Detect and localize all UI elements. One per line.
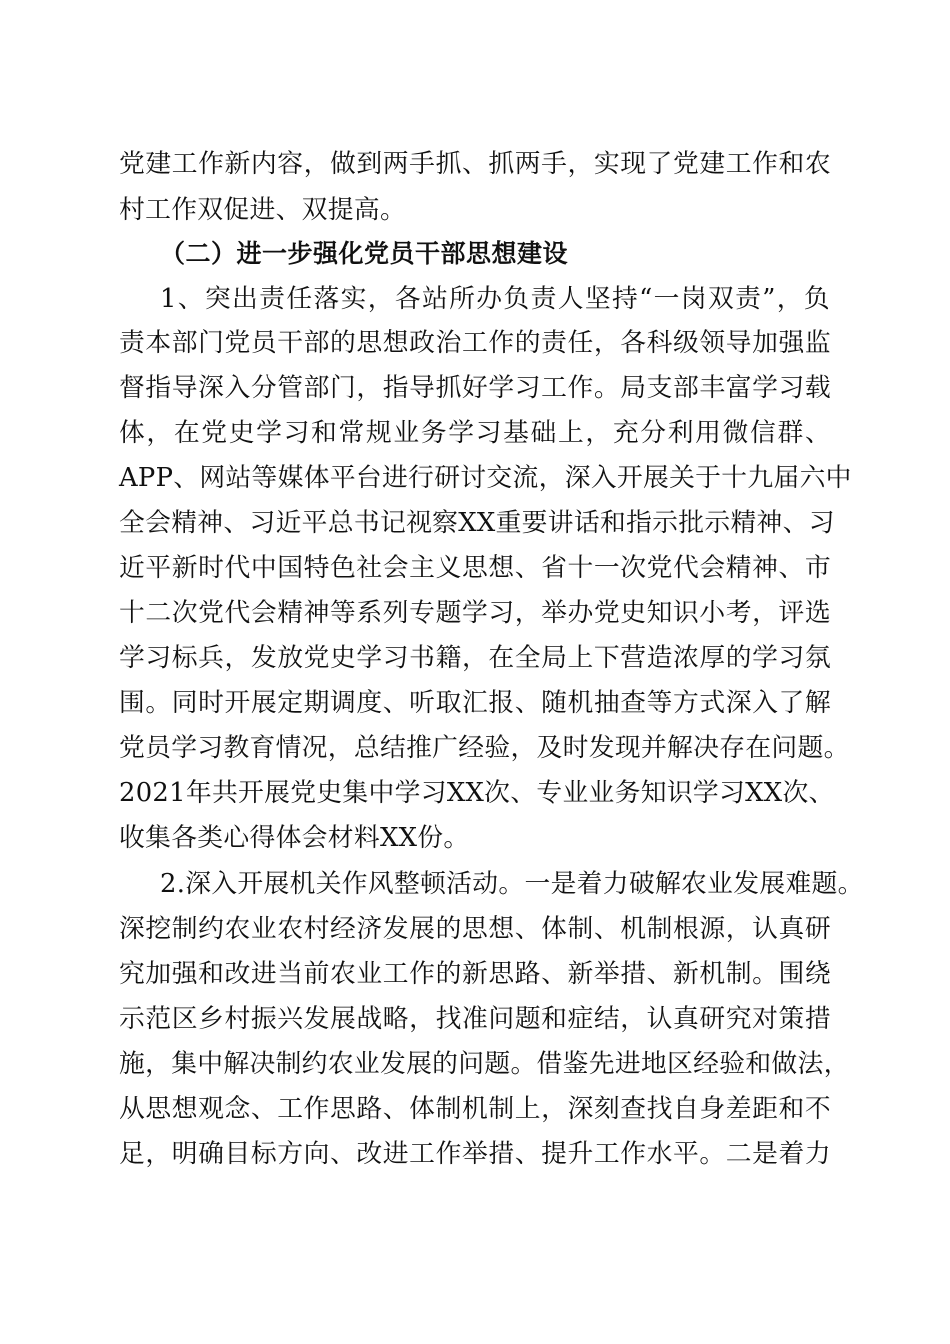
text-line: 十二次党代会精神等系列专题学习，举办党史知识小考，评选 bbox=[119, 598, 831, 628]
text-line: 围。同时开展定期调度、听取汇报、随机抽查等方式深入了解 bbox=[119, 688, 831, 718]
text-line: 责本部门党员干部的思想政治工作的责任，各科级领导加强监 bbox=[119, 328, 831, 358]
text-line: 示范区乡村振兴发展战略，找准问题和症结，认真研究对策措 bbox=[119, 1004, 831, 1034]
text-line: 体，在党史学习和常规业务学习基础上，充分利用微信群、 bbox=[119, 418, 831, 448]
text-line: 党建工作新内容，做到两手抓、抓两手，实现了党建工作和农 bbox=[119, 149, 831, 179]
section-heading: （二）进一步强化党员干部思想建设 bbox=[160, 239, 569, 268]
text-line: 督指导深入分管部门，指导抓好学习工作。局支部丰富学习载 bbox=[119, 373, 831, 403]
text-line: 1、突出责任落实，各站所办负责人坚持“一岗双责”，负 bbox=[160, 284, 830, 314]
text-line: 从思想观念、工作思路、体制机制上，深刻查找自身差距和不 bbox=[119, 1094, 831, 1124]
text-line: 究加强和改进当前农业工作的新思路、新举措、新机制。围绕 bbox=[119, 959, 831, 989]
text-line: 2021年共开展党史集中学习XX次、专业业务知识学习XX次、 bbox=[119, 778, 835, 808]
text-line: 村工作双促进、双提高。 bbox=[119, 195, 407, 225]
text-line: 收集各类心得体会材料XX份。 bbox=[119, 823, 470, 853]
text-line: APP、网站等媒体平台进行研讨交流，深入开展关于十九届六中 bbox=[119, 463, 852, 493]
text-line: 深挖制约农业农村经济发展的思想、体制、机制根源，认真研 bbox=[119, 914, 831, 944]
text-line: 近平新时代中国特色社会主义思想、省十一次党代会精神、市 bbox=[119, 553, 831, 583]
text-line: 全会精神、习近平总书记视察XX重要讲话和指示批示精神、习 bbox=[119, 508, 835, 538]
text-line: 学习标兵，发放党史学习书籍，在全局上下营造浓厚的学习氛 bbox=[119, 643, 831, 673]
text-line: 党员学习教育情况，总结推广经验，及时发现并解决存在问题。 bbox=[119, 733, 850, 763]
text-line: 施，集中解决制约农业发展的问题。借鉴先进地区经验和做法， bbox=[119, 1049, 850, 1079]
text-line: 2.深入开展机关作风整顿活动。一是着力破解农业发展难题。 bbox=[160, 869, 864, 899]
text-line: 足，明确目标方向、改进工作举措、提升工作水平。二是着力 bbox=[119, 1139, 831, 1169]
